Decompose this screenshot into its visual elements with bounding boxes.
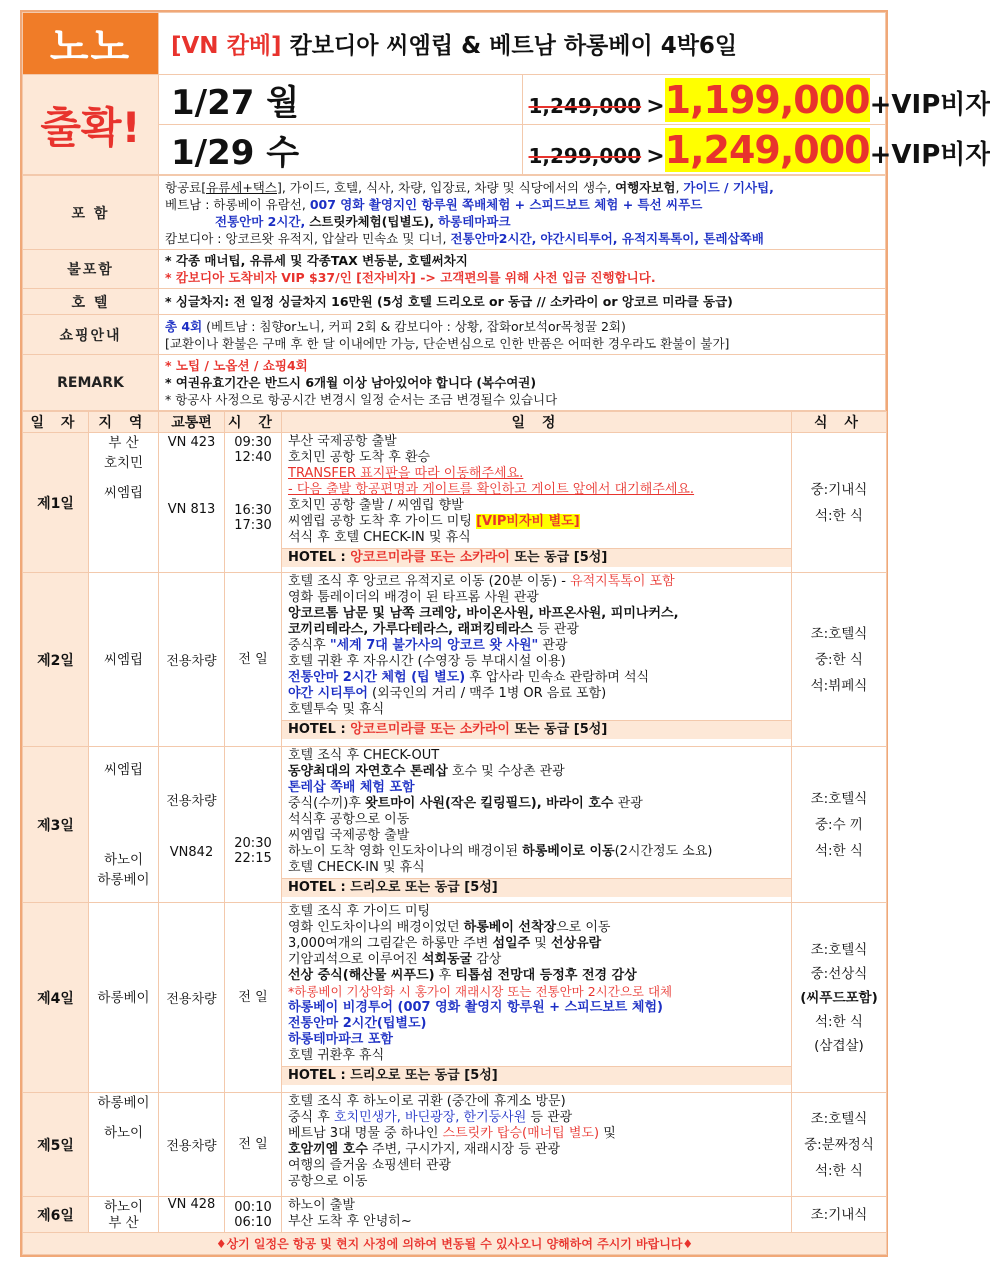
meal-cell: 중:기내식 석:한 식: [792, 433, 887, 573]
hotel-bar: HOTEL : 앙코르미라클 또는 소카라이 또는 동급 [5성]: [282, 720, 791, 739]
plan-cell: 호텔 조식 후 앙코르 유적지로 이동 (20분 이동) - 유적지톡톡이 포함 영화 툼레이더의 배경이 된 타프롬 사원 관광 앙코르톰 남문 및 남쪽 크레앙, 바이온사원, 바프온사원, 피미나커스, 코끼리테라스, 가루다테라스, 래퍼킹테라스 등 관광 중식후 "세계 7대 불가사의 앙코르 왓 사원" 관광 호텔 귀환 후 자유시간 (수영장 등 부대시설 이용) 전통안마 2시간 체험 (팁 별도) 후 압사라 민속쇼 관람하며 석식 야간 시티투어 (외국인의 거리 / 맥주 1병 OR 음료 포함) 호텔투숙 및 휴식 HOTEL : 앙코르미라클 또는 소카라이 또는 동급 [5성]: [282, 573, 792, 747]
day-label: 제1일: [23, 433, 89, 573]
meal-cell: 조:호텔식 중:선상식 (씨푸드포함) 석:한 식 (삼겹살): [792, 903, 887, 1093]
table-row: [23, 573, 887, 747]
meal-cell: 조:호텔식 중:수 끼 석:한 식: [792, 747, 887, 903]
meal-cell: 조:기내식: [792, 1197, 887, 1233]
include-label: 포 함: [23, 176, 159, 250]
price-arrow: >: [646, 93, 665, 119]
hotel-label: 호 텔: [23, 289, 159, 315]
place-cell: 씨엠립: [89, 573, 159, 747]
meal-cell: 조:호텔식 중:분짜정식 석:한 식: [792, 1093, 887, 1197]
table-row: [23, 433, 887, 573]
transport-cell: 전용차량: [159, 573, 225, 747]
col-time: 시 간: [225, 412, 282, 433]
price-row-2: [522, 125, 990, 175]
time-cell: 전 일: [225, 903, 282, 1093]
col-meal: 식 사: [792, 412, 887, 433]
exclude-content: * 각종 매너팁, 유류세 및 각종TAX 변동분, 호텔써차지 * 캄보디아 도착비자 VIP $37/인 [전자비자] -> 고객편의를 위해 사전 입금 진행합니다.: [159, 250, 886, 289]
transport-cell: VN 428: [159, 1197, 225, 1233]
page-title: [159, 13, 886, 75]
time-cell: 전 일: [225, 1093, 282, 1197]
day-label: 제2일: [23, 573, 89, 747]
transport-cell: 전용차량: [159, 1093, 225, 1197]
visa-suffix: +VIP비자: [869, 139, 990, 170]
new-price: 1,199,000: [664, 77, 870, 122]
day-label: 제4일: [23, 903, 89, 1093]
itinerary-sheet: [20, 10, 990, 1257]
hotel-bar: HOTEL : 드리오로 또는 동급 [5성]: [282, 878, 791, 897]
old-price: 1,249,000: [528, 93, 642, 118]
col-place: 지 역: [89, 412, 159, 433]
place-cell: 씨엠립 하노이 하롱베이: [89, 747, 159, 903]
meal-cell: 조:호텔식 중:한 식 석:뷔페식: [792, 573, 887, 747]
transport-cell: 전용차량: [159, 903, 225, 1093]
table-row: [23, 1093, 887, 1197]
table-row: [23, 747, 887, 903]
brand-logo: 노노: [23, 13, 159, 75]
time-cell: 20:30 22:15: [225, 747, 282, 903]
time-cell: 00:10 06:10: [225, 1197, 282, 1233]
place-cell: 부 산 호치민 씨엠립: [89, 433, 159, 573]
time-cell: 09:30 12:40 16:30 17:30: [225, 433, 282, 573]
col-day: 일 자: [23, 412, 89, 433]
new-price: 1,249,000: [664, 127, 870, 172]
visa-suffix: +VIP비자: [869, 89, 990, 120]
price-arrow: >: [646, 143, 665, 169]
confirmed-badge: 출확!: [23, 75, 159, 175]
place-cell: 하노이 부 산: [89, 1197, 159, 1233]
transport-cell: VN 423 VN 813: [159, 433, 225, 573]
departure-date-2: 1/29 수: [159, 125, 523, 175]
plan-cell: 하노이 출발 부산 도착 후 안녕히~: [282, 1197, 792, 1233]
day-label: 제3일: [23, 747, 89, 903]
hotel-content: * 싱글차지: 전 일정 싱글차지 16만원 (5성 호텔 드리오로 or 동급 // 소카라이 or 앙코르 미라클 동급): [159, 289, 886, 315]
transport-cell: 전용차량 VN842: [159, 747, 225, 903]
hotel-bar: HOTEL : 드리오로 또는 동급 [5성]: [282, 1066, 791, 1085]
remark-label: REMARK: [23, 355, 159, 411]
day-label: 제6일: [23, 1197, 89, 1233]
include-content: 항공료[유류세+택스], 가이드, 호텔, 식사, 차량, 입장료, 차량 및 식당에서의 생수, 여행자보험, 가이드 / 기사팁, 베트남 : 하롱베이 유람선, 007 영화 촬영지인 항루원 쪽배체험 + 스피드보트 체험 + 특선 씨푸드 전통안마 2시간, 스트릿카체험(팁별도), 하롱테마파크 캄보디아 : 앙코르왓 유적지, 압살라 민속쇼 및 디너, 전통안마2시간, 야간시티투어, 유적지톡톡이, 톤레삽쪽배: [159, 176, 886, 250]
table-row: [23, 1197, 887, 1233]
plan-cell: 호텔 조식 후 가이드 미팅 영화 인도차이나의 배경이었던 하롱베이 선착장으로 이동 3,000여개의 그림같은 하롱만 주변 섬일주 및 선상유람 기암괴석으로 이루어진 석회동굴 감상 선상 중식(해산물 씨푸드) 후 티톱섬 전망대 등정후 전경 감상 *하롱베이 기상악화 시 홍가이 재래시장 또는 전통안마 2시간으로 대체 하롱베이 비경투어 (007 영화 촬영지 항루원 + 스피드보트 체험) 전통안마 2시간(팁별도) 하롱테마파크 포함 호텔 귀환후 휴식 HOTEL : 드리오로 또는 동급 [5성]: [282, 903, 792, 1093]
exclude-label: 불포함: [23, 250, 159, 289]
footer-note: ♦상기 일정은 항공 및 현지 사정에 의하여 변동될 수 있사오니 양해하여 주시기 바랍니다♦: [23, 1233, 887, 1255]
departure-date-1: 1/27 월: [159, 75, 523, 125]
col-transport: 교통편: [159, 412, 225, 433]
title-tag: [VN 캄베]: [171, 33, 282, 59]
price-row-1: [522, 75, 990, 125]
header-table: [22, 12, 990, 175]
remark-content: * 노팁 / 노옵션 / 쇼핑4회 * 여권유효기간은 반드시 6개월 이상 남아있어야 합니다 (복수여권) * 항공사 사정으로 항공시간 변경시 일정 순서는 조금 변경될수 있습니다: [159, 355, 886, 411]
shopping-content: 총 4회 (베트남 : 침향or노니, 커피 2회 & 캄보디아 : 상황, 잡화or보석or목청꿀 2회) [교환이나 환불은 구매 후 한 달 이내에만 가능, 단순변심으로 인한 반품은 어떠한 경우라도 환불이 불가]: [159, 315, 886, 355]
place-cell: 하롱베이: [89, 903, 159, 1093]
day-label: 제5일: [23, 1093, 89, 1197]
old-price: 1,299,000: [528, 143, 642, 168]
col-plan: 일 정: [282, 412, 792, 433]
shopping-label: 쇼핑안내: [23, 315, 159, 355]
time-cell: 전 일: [225, 573, 282, 747]
info-table: [22, 175, 886, 411]
table-row: [23, 903, 887, 1093]
hotel-bar: HOTEL : 앙코르미라클 또는 소카라이 또는 동급 [5성]: [282, 548, 791, 567]
schedule-table: [22, 411, 887, 1255]
title-text: 캄보디아 씨엠립 & 베트남 하롱베이 4박6일: [289, 33, 738, 59]
plan-cell: 호텔 조식 후 CHECK-OUT 동양최대의 자연호수 톤레삽 호수 및 수상촌 관광 톤레삽 쪽배 체험 포함 중식(수끼)후 왓트마이 사원(작은 킬링필드), 바라이 호수 관광 석식후 공항으로 이동 씨엠립 국제공항 출발 하노이 도착 영화 인도차이나의 배경이된 하롱베이로 이동(2시간정도 소요) 호텔 CHECK-IN 및 휴식 HOTEL : 드리오로 또는 동급 [5성]: [282, 747, 792, 903]
plan-cell: 호텔 조식 후 하노이로 귀환 (중간에 휴게소 방문) 중식 후 호치민생가, 바딘광장, 한기둥사원 등 관광 베트남 3대 명물 중 하나인 스트릿카 탑승(매너팁 별도) 및 호암끼엠 호수 주변, 구시가지, 재래시장 등 관광 여행의 즐거움 쇼핑센터 관광 공항으로 이동: [282, 1093, 792, 1197]
place-cell: 하롱베이 하노이: [89, 1093, 159, 1197]
plan-cell: 부산 국제공항 출발 호치민 공항 도착 후 환승 TRANSFER 표지판을 따라 이동해주세요. - 다음 출발 항공편명과 게이트를 확인하고 게이트 앞에서 대기해주세요. 호치민 공항 출발 / 씨엠립 향발 씨엠립 공항 도착 후 가이드 미팅 [VIP비자비 별도] 석식 후 호텔 CHECK-IN 및 휴식 HOTEL : 앙코르미라클 또는 소카라이 또는 동급 [5성]: [282, 433, 792, 573]
